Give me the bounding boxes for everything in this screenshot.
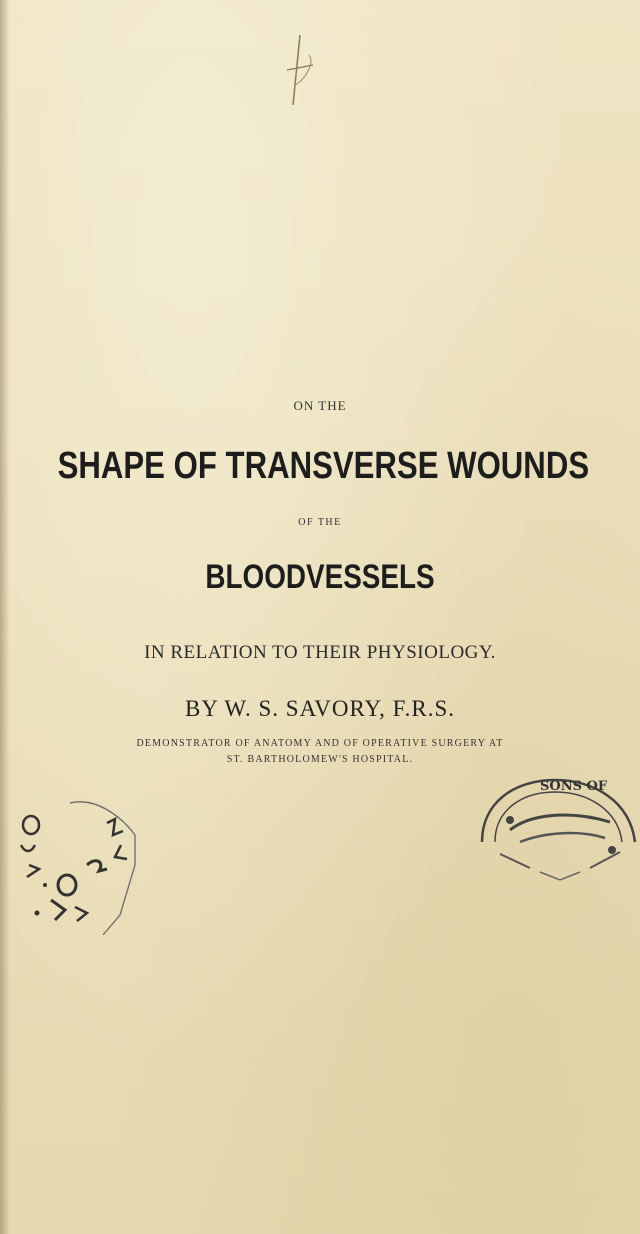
spine-shadow: [0, 0, 10, 1234]
relation-line: IN RELATION TO THEIR PHYSIOLOGY.: [144, 642, 496, 663]
stamp-seal-text: SONS OF: [540, 779, 608, 794]
credentials-line: DEMONSTRATOR OF ANATOMY AND OF OPERATIVE SURGERY AT: [136, 738, 504, 749]
pencil-annotation-icon: [265, 25, 325, 115]
sub-title: BLOODVESSELS: [205, 558, 435, 596]
author-line: BY W. S. SAVORY, F.R.S.: [184, 696, 456, 721]
on-the-label: ON THE: [293, 398, 347, 413]
library-seal-stamp-icon: [470, 772, 640, 887]
main-title: SHAPE OF TRANSVERSE WOUNDS: [57, 445, 590, 487]
hospital-line: ST. BARTHOLOMEW'S HOSPITAL.: [226, 754, 414, 765]
library-handwritten-stamp-icon: [15, 795, 165, 935]
of-the-label: OF THE: [298, 517, 342, 528]
